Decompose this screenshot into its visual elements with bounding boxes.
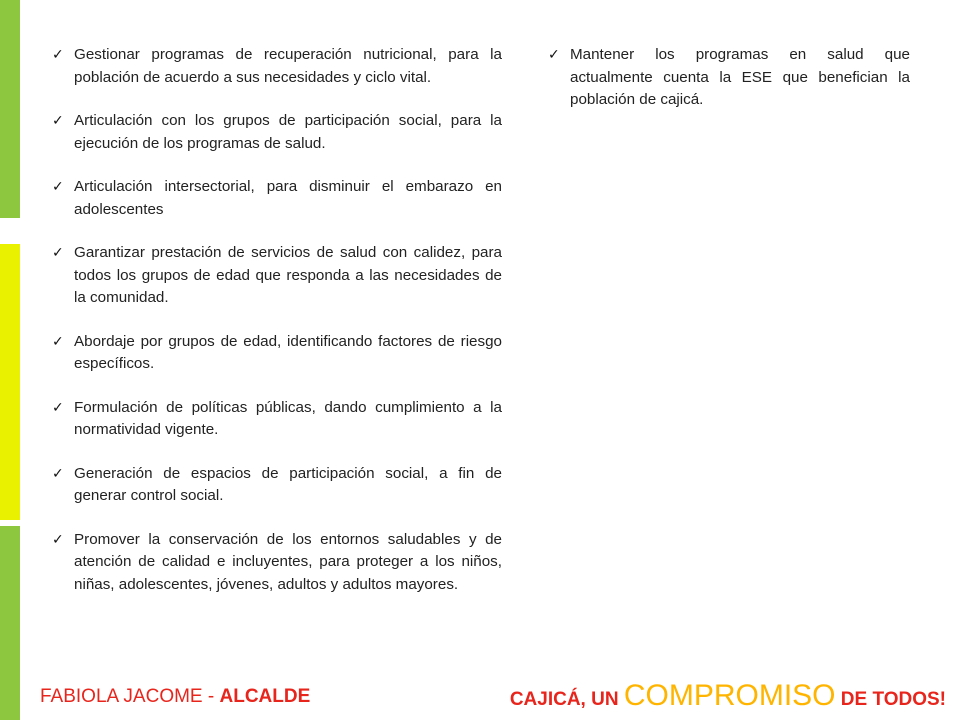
list-item [548, 44, 910, 112]
list-item-text: Gestionar programas de recuperación nutricional, para la población de acuerdo a sus necesidades y ciclo vital. [74, 46, 502, 86]
footer-role: ALCALDE [219, 686, 311, 707]
decorative-strip-green-top [0, 0, 20, 218]
list-item-text: Promover la conservación de los entornos saludables y de atención de calidad e incluyentes, para proteger a los niños, niñas, adolescentes, jóvenes, adultos y adultos mayores. [74, 530, 502, 593]
check-mark-icon: ✓ [52, 399, 64, 416]
check-mark-icon: ✓ [548, 47, 560, 63]
list-item [52, 331, 502, 376]
decorative-strip-green-bottom [0, 526, 20, 720]
check-mark-icon: ✓ [52, 465, 64, 482]
slogan-start: CAJICÁ, UN [509, 689, 624, 710]
check-mark-icon: ✓ [52, 531, 64, 548]
list-item [52, 529, 502, 597]
check-mark-icon: ✓ [52, 113, 64, 129]
left-column [52, 44, 502, 617]
footer-name: FABIOLA JACOME - [40, 686, 220, 707]
list-item-text: Garantizar prestación de servicios de salud con calidez, para todos los grupos de edad que responda a las necesidades de la comunidad. [74, 244, 502, 306]
footer-slogan [510, 676, 946, 720]
list-item [52, 176, 502, 221]
decorative-strip-yellow [0, 244, 20, 520]
list-item-text: Mantener los programas en salud que actualmente cuenta la ESE que benefician la población de cajicá. [570, 46, 910, 108]
slogan-highlight: COMPROMISO [623, 679, 836, 712]
right-column [548, 44, 910, 133]
list-item-text: Generación de espacios de participación social, a fin de generar control social. [74, 464, 502, 504]
list-item [52, 44, 502, 89]
list-item [52, 242, 502, 310]
right-checklist [548, 44, 910, 112]
list-item-text: Formulación de políticas públicas, dando cumplimiento a la normatividad vigente. [74, 398, 502, 438]
list-item-text: Abordaje por grupos de edad, identificando factores de riesgo específicos. [74, 332, 502, 372]
list-item-text: Articulación con los grupos de participación social, para la ejecución de los programas de salud. [74, 112, 502, 152]
list-item [52, 463, 502, 508]
check-mark-icon: ✓ [52, 47, 64, 63]
check-mark-icon: ✓ [52, 179, 64, 195]
slogan-end: DE TODOS! [835, 689, 946, 710]
left-checklist [52, 44, 502, 596]
list-item [52, 110, 502, 155]
footer-author [40, 684, 310, 710]
list-item-text: Articulación intersectorial, para disminuir el embarazo en adolescentes [74, 178, 502, 218]
check-mark-icon: ✓ [52, 333, 64, 350]
list-item [52, 397, 502, 442]
check-mark-icon: ✓ [52, 245, 64, 261]
